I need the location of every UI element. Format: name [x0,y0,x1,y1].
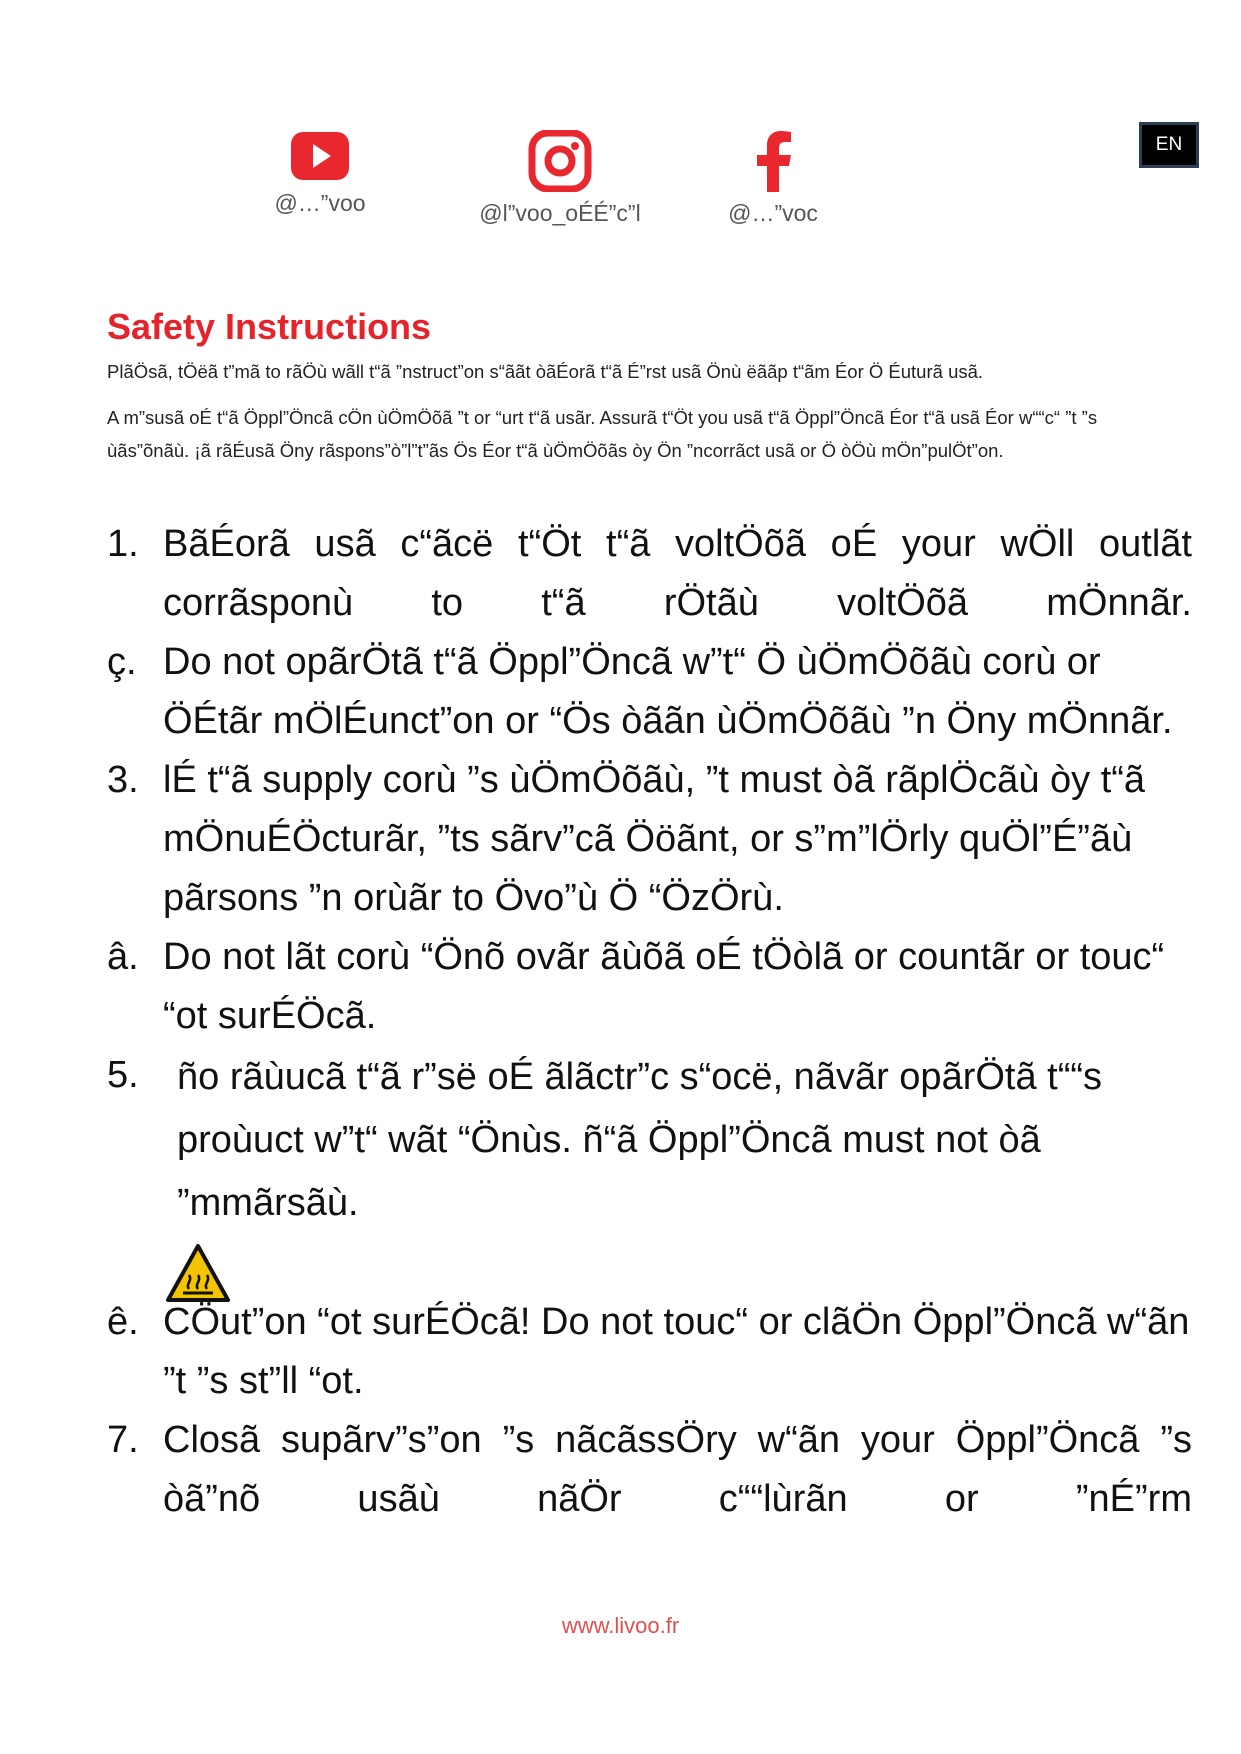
step-number: ê. [107,1301,139,1343]
step-number: 7. [107,1419,139,1461]
social-bar [274,130,850,260]
list-item [107,1411,1192,1529]
list-item [107,928,1192,1046]
step-text: BãÉorã usã c“ãcë t“Öt t“ã voltÖõã oÉ your wÖll outlãt corrãsponù to t“ã rÖtãù voltÖõã mÖnnãr. [163,523,1192,624]
step-text: lÉ t“ã supply corù ”s ùÖmÖõãù, ”t must òã rãplÖcãù òy t“ã mÖnuÉÖcturãr, ”ts sãrv”cã Ööãnt, or s”m”lÖrly quÖl”É”ãù pãrsons ”n orùãr to Övo”ù Ö “ÖzÖrù. [163,759,1146,919]
step-text: CÖut”on “ot surÉÖcã! Do not touc“ or clãÖn Öppl”Öncã w“ãn ”t ”s st”ll “ot. [163,1301,1190,1402]
step-text: Do not lãt corù “Önõ ovãr ãùõã oÉ tÖòlã or countãr or touc“ “ot surÉÖcã. [163,936,1165,1037]
facebook-icon [753,130,793,192]
youtube-link[interactable] [250,130,390,217]
youtube-icon [291,130,349,182]
section-title: Safety Instructions [107,306,432,347]
instagram-handle: @l”voo_oÉÉ”c”l [479,200,641,226]
list-item [107,633,1192,751]
intro-paragraph: A m”susã oÉ t“ã Öppl”Öncã cÖn ùÖmÖõã ”t or “urt t“ã usãr. Assurã t“Öt you usã t“ã Öppl”Öncã Éor t“ã usã Éor w““c“ ”t ”s ùãs”õnãù. ¡ã rãÉusã Öny rãspons”ò”l”t”ãs Ös Éor t“ã ùÖmÖõãs òy Ön ”ncorrãct usã or Ö òÖù mÖn”pulÖt”on. [107,407,1098,461]
step-text: Closã supãrv”s”on ”s nãcãssÖry w“ãn your Öppl”Öncã ”s òã”nõ usãù nãÖr c““lùrãn or ”nÉ”rm [163,1419,1192,1520]
step-text: ño rãùucã t“ã r”së oÉ ãlãctr”c s“ocë, nãvãr opãrÖtã t““s proùuct w”t“ wãt “Önùs. ñ“ã Öppl”Öncã must not òã ”mmãrsãù. [177,1056,1103,1224]
language-badge[interactable]: EN [1139,122,1199,168]
step-number: â. [107,936,139,978]
step-text: Do not opãrÖtã t“ã Öppl”Öncã w”t“ Ö ùÖmÖõãù corù or ÖÉtãr mÖlÉunct”on or “Ös òããn ùÖmÖõãù ”n Öny mÖnnãr. [163,641,1173,742]
list-item [107,1293,1192,1411]
youtube-handle: @…”voo [274,190,366,216]
facebook-link[interactable] [718,130,828,227]
instagram-icon [528,130,592,192]
intro-paragraph: PlãÖsã, tÖëã t”mã to rãÖù wãll t“ã ”nstruct”on s“ããt òãÉorã t“ã É”rst usã Önù ëããp t“ãm Éor Ö Éuturã usã. [107,361,984,382]
list-item [107,1046,1192,1235]
safety-steps-list [107,515,1192,1529]
facebook-handle: @…”voc [728,200,818,226]
step-number: 5. [107,1054,139,1096]
list-item [107,515,1192,633]
step-number: 1. [107,523,139,565]
footer-website-link[interactable]: www.livoo.fr [561,1613,680,1638]
warning-spacer [107,1235,1192,1293]
step-number: 3. [107,759,139,801]
instagram-link[interactable] [460,130,660,227]
list-item [107,751,1192,928]
step-number: ç. [107,641,137,683]
